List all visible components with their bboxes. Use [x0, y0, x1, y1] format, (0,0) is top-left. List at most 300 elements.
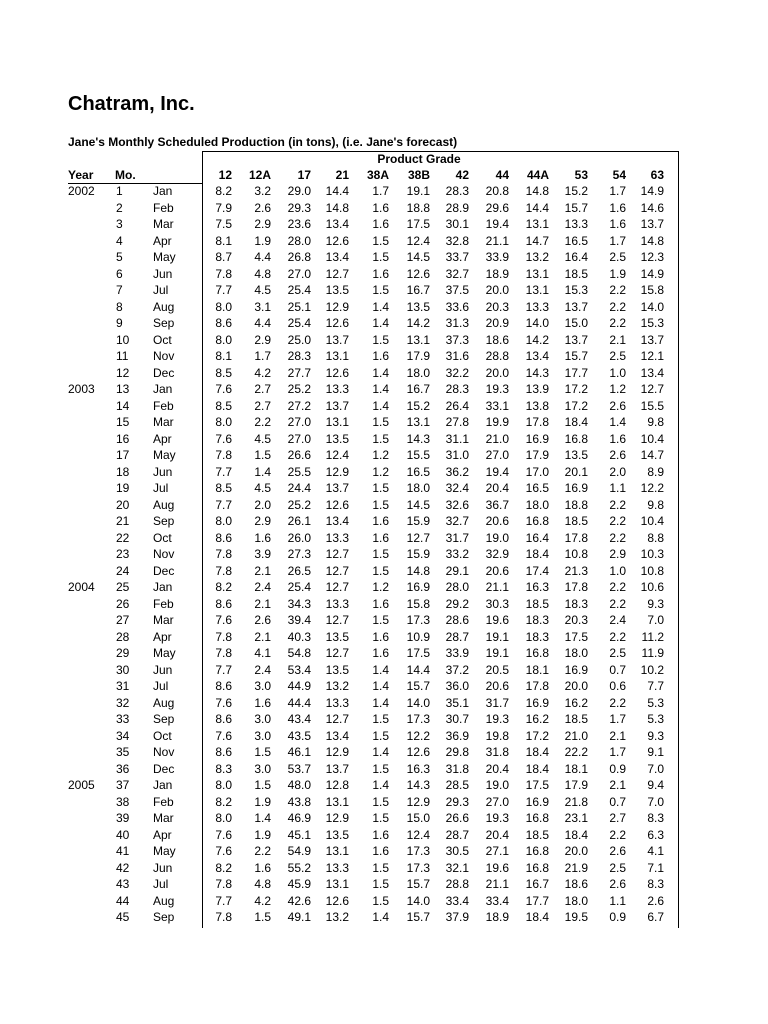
- value-cell-12a: 4.1: [254, 646, 271, 660]
- value-cell-12a: 4.5: [254, 431, 271, 446]
- value-cell-38a: 1.4: [372, 910, 389, 924]
- value-cell-17: 25.1: [287, 299, 311, 314]
- value-cell-44a: 14.7: [525, 233, 549, 248]
- value-cell-12a: 1.9: [254, 827, 271, 842]
- value-cell-53: 18.5: [564, 266, 588, 281]
- value-cell-21: 13.1: [325, 415, 349, 429]
- value-cell-12: 7.8: [215, 563, 232, 578]
- value-cell-38a: 1.6: [372, 514, 389, 528]
- month-name-cell: Jan: [153, 778, 173, 792]
- value-cell-38b: 15.8: [406, 596, 430, 611]
- value-cell-42: 31.3: [445, 316, 469, 330]
- value-cell-17: 53.4: [287, 662, 311, 677]
- value-cell-63: 13.4: [640, 365, 664, 380]
- value-cell-17: 29.3: [287, 200, 311, 215]
- month-name-cell: Mar: [153, 811, 174, 825]
- value-cell-44a: 14.8: [525, 184, 549, 198]
- value-cell-12: 8.3: [215, 761, 232, 776]
- value-cell-17: 27.0: [287, 266, 311, 281]
- value-cell-63: 15.5: [640, 398, 664, 413]
- value-cell-12: 7.6: [215, 728, 232, 743]
- value-cell-54: 2.2: [609, 596, 626, 611]
- value-cell-17: 53.7: [287, 761, 311, 776]
- value-cell-42: 32.7: [445, 266, 469, 281]
- value-cell-53: 20.1: [564, 464, 588, 479]
- value-cell-12: 7.7: [215, 893, 232, 908]
- month-number-cell: 44: [116, 893, 130, 908]
- month-name-cell: May: [153, 646, 176, 660]
- month-column-header: Mo.: [115, 168, 136, 182]
- value-cell-21: 13.7: [325, 761, 349, 776]
- value-cell-54: 2.2: [609, 514, 626, 528]
- month-name-cell: Apr: [153, 233, 172, 248]
- value-cell-54: 2.6: [609, 844, 626, 858]
- value-cell-12: 8.6: [215, 745, 232, 759]
- value-cell-53: 18.0: [564, 893, 588, 908]
- value-cell-38b: 16.5: [406, 464, 430, 479]
- value-cell-63: 2.6: [647, 893, 664, 908]
- value-cell-54: 2.5: [609, 646, 626, 660]
- value-cell-38b: 14.2: [406, 316, 430, 330]
- value-cell-42: 26.4: [445, 398, 469, 413]
- value-cell-38a: 1.4: [372, 679, 389, 693]
- value-cell-54: 0.7: [609, 794, 626, 809]
- value-cell-44: 19.3: [485, 712, 509, 726]
- month-name-cell: Oct: [153, 728, 172, 743]
- value-cell-44: 20.4: [485, 761, 509, 776]
- value-cell-17: 27.3: [287, 547, 311, 561]
- value-cell-17: 25.2: [287, 497, 311, 512]
- value-cell-12: 7.6: [215, 613, 232, 627]
- month-number-cell: 41: [116, 844, 130, 858]
- value-cell-12: 7.8: [215, 910, 232, 924]
- value-cell-38b: 14.5: [406, 497, 430, 512]
- month-name-cell: Apr: [153, 827, 172, 842]
- value-cell-12: 7.7: [215, 283, 232, 297]
- value-cell-12: 7.7: [215, 464, 232, 479]
- value-cell-38b: 16.9: [406, 580, 430, 594]
- value-cell-12a: 3.0: [254, 712, 271, 726]
- value-cell-44: 27.1: [485, 844, 509, 858]
- value-cell-12a: 1.7: [254, 349, 271, 363]
- value-cell-38a: 1.5: [372, 431, 389, 446]
- month-name-cell: Jun: [153, 464, 173, 479]
- value-cell-54: 2.2: [609, 580, 626, 594]
- value-cell-53: 21.3: [564, 563, 588, 578]
- grade-header-53: 53: [574, 168, 588, 182]
- month-name-cell: Feb: [153, 794, 174, 809]
- value-cell-38a: 1.5: [372, 613, 389, 627]
- value-cell-54: 2.1: [609, 332, 626, 347]
- value-cell-38b: 12.4: [406, 827, 430, 842]
- value-cell-44: 18.6: [485, 332, 509, 347]
- value-cell-38a: 1.7: [372, 184, 389, 198]
- value-cell-42: 26.6: [445, 811, 469, 825]
- value-cell-44: 29.6: [485, 200, 509, 215]
- value-cell-21: 13.4: [325, 514, 349, 528]
- value-cell-44a: 18.4: [525, 547, 549, 561]
- value-cell-12a: 1.6: [254, 860, 271, 875]
- value-cell-44a: 13.8: [525, 398, 549, 413]
- value-cell-54: 2.2: [609, 497, 626, 512]
- value-cell-12: 8.2: [215, 794, 232, 809]
- value-cell-63: 10.6: [640, 580, 664, 594]
- value-cell-54: 1.0: [609, 365, 626, 380]
- value-cell-44a: 16.4: [525, 530, 549, 545]
- value-cell-44: 20.8: [485, 184, 509, 198]
- value-cell-44a: 16.8: [525, 811, 549, 825]
- value-cell-54: 1.6: [609, 200, 626, 215]
- value-cell-44: 21.1: [485, 233, 509, 248]
- value-cell-12a: 3.0: [254, 761, 271, 776]
- value-cell-54: 2.7: [609, 811, 626, 825]
- value-cell-42: 28.8: [445, 877, 469, 891]
- value-cell-44: 20.5: [485, 662, 509, 677]
- value-cell-53: 21.8: [564, 794, 588, 809]
- value-cell-44: 20.0: [485, 283, 509, 297]
- value-cell-53: 20.0: [564, 844, 588, 858]
- value-cell-38a: 1.5: [372, 811, 389, 825]
- value-cell-12a: 1.9: [254, 233, 271, 248]
- value-cell-42: 33.2: [445, 547, 469, 561]
- value-cell-42: 37.9: [445, 910, 469, 924]
- value-cell-38a: 1.5: [372, 794, 389, 809]
- value-cell-44a: 16.8: [525, 646, 549, 660]
- value-cell-63: 10.3: [640, 547, 664, 561]
- value-cell-44: 20.3: [485, 299, 509, 314]
- value-cell-42: 27.8: [445, 415, 469, 429]
- value-cell-38a: 1.4: [372, 398, 389, 413]
- value-cell-17: 44.4: [287, 695, 311, 710]
- value-cell-42: 37.5: [445, 283, 469, 297]
- value-cell-12: 7.8: [215, 266, 232, 281]
- value-cell-63: 11.2: [641, 629, 664, 644]
- value-cell-38b: 14.4: [406, 662, 430, 677]
- value-cell-17: 49.1: [287, 910, 311, 924]
- value-cell-21: 13.5: [325, 827, 349, 842]
- value-cell-42: 30.7: [445, 712, 469, 726]
- value-cell-42: 31.6: [445, 349, 469, 363]
- value-cell-12: 7.8: [215, 629, 232, 644]
- month-name-cell: Feb: [153, 596, 174, 611]
- value-cell-21: 12.9: [325, 299, 349, 314]
- value-cell-44: 33.4: [485, 893, 509, 908]
- value-cell-38b: 12.7: [406, 530, 430, 545]
- value-cell-53: 17.9: [564, 778, 588, 792]
- value-cell-53: 17.5: [564, 629, 588, 644]
- value-cell-38b: 15.2: [406, 398, 430, 413]
- value-cell-21: 12.7: [325, 547, 349, 561]
- value-cell-21: 13.2: [325, 910, 349, 924]
- year-cell: 2002: [68, 184, 95, 198]
- value-cell-54: 0.6: [609, 679, 626, 693]
- value-cell-12a: 1.9: [254, 794, 271, 809]
- value-cell-53: 13.5: [564, 448, 588, 462]
- value-cell-17: 48.0: [287, 778, 311, 792]
- value-cell-44: 33.9: [485, 250, 509, 264]
- month-name-cell: Aug: [153, 299, 175, 314]
- value-cell-38a: 1.6: [372, 200, 389, 215]
- value-cell-44a: 16.5: [525, 481, 549, 495]
- value-cell-63: 4.1: [647, 844, 664, 858]
- value-cell-54: 1.6: [609, 217, 626, 231]
- month-number-cell: 24: [116, 563, 130, 578]
- value-cell-12: 8.5: [215, 481, 232, 495]
- value-cell-54: 1.9: [609, 266, 626, 281]
- value-cell-38a: 1.5: [372, 481, 389, 495]
- value-cell-12a: 2.1: [254, 563, 271, 578]
- month-number-cell: 25: [116, 580, 130, 594]
- value-cell-54: 1.7: [609, 184, 626, 198]
- value-cell-44a: 17.7: [525, 893, 549, 908]
- table-subtitle: Jane's Monthly Scheduled Production (in tons), (i.e. Jane's forecast): [68, 135, 458, 149]
- value-cell-21: 12.9: [325, 745, 349, 759]
- value-cell-54: 1.1: [609, 893, 626, 908]
- value-cell-44a: 17.4: [525, 563, 549, 578]
- month-name-cell: Dec: [153, 365, 175, 380]
- month-number-cell: 20: [116, 497, 130, 512]
- value-cell-63: 9.3: [647, 596, 664, 611]
- value-cell-63: 10.4: [640, 514, 664, 528]
- value-cell-38a: 1.6: [372, 646, 389, 660]
- value-cell-38a: 1.6: [372, 596, 389, 611]
- value-cell-53: 16.5: [564, 233, 588, 248]
- value-cell-42: 28.3: [445, 382, 469, 396]
- value-cell-63: 6.7: [647, 910, 664, 924]
- value-cell-38a: 1.5: [372, 332, 389, 347]
- value-cell-53: 21.0: [564, 728, 588, 743]
- value-cell-21: 14.4: [325, 184, 349, 198]
- value-cell-42: 32.6: [445, 497, 469, 512]
- value-cell-12a: 1.6: [254, 695, 271, 710]
- value-cell-53: 16.4: [564, 250, 588, 264]
- value-cell-53: 18.5: [564, 514, 588, 528]
- value-cell-44a: 18.4: [525, 761, 549, 776]
- value-cell-38b: 16.3: [406, 761, 430, 776]
- value-cell-44a: 18.1: [525, 662, 549, 677]
- month-name-cell: Mar: [153, 415, 174, 429]
- month-name-cell: Aug: [153, 893, 175, 908]
- value-cell-63: 9.3: [647, 728, 664, 743]
- value-cell-38b: 19.1: [406, 184, 430, 198]
- value-cell-42: 33.7: [445, 250, 469, 264]
- value-cell-38b: 17.3: [406, 844, 430, 858]
- value-cell-54: 2.5: [609, 250, 626, 264]
- value-cell-38b: 18.8: [406, 200, 430, 215]
- value-cell-44a: 13.2: [525, 250, 549, 264]
- value-cell-38b: 16.7: [406, 382, 430, 396]
- value-cell-38a: 1.5: [372, 497, 389, 512]
- value-cell-44a: 17.5: [525, 778, 549, 792]
- value-cell-38b: 17.5: [406, 217, 430, 231]
- month-name-cell: May: [153, 844, 176, 858]
- month-number-cell: 30: [116, 662, 130, 677]
- value-cell-17: 43.8: [287, 794, 311, 809]
- value-cell-38b: 17.9: [406, 349, 430, 363]
- value-cell-44a: 18.5: [525, 596, 549, 611]
- value-cell-42: 35.1: [445, 695, 469, 710]
- value-cell-44: 19.0: [485, 530, 509, 545]
- value-cell-12a: 4.5: [254, 481, 271, 495]
- value-cell-17: 26.5: [287, 563, 311, 578]
- month-number-cell: 13: [116, 382, 130, 396]
- value-cell-38a: 1.6: [372, 349, 389, 363]
- value-cell-38b: 15.9: [406, 514, 430, 528]
- value-cell-17: 28.3: [287, 349, 311, 363]
- month-number-cell: 5: [116, 250, 123, 264]
- value-cell-21: 12.6: [325, 893, 349, 908]
- value-cell-38b: 13.1: [406, 415, 430, 429]
- value-cell-63: 13.7: [640, 217, 664, 231]
- value-cell-44a: 13.1: [525, 217, 549, 231]
- value-cell-21: 13.1: [325, 794, 349, 809]
- value-cell-12: 8.2: [215, 184, 232, 198]
- value-cell-12: 7.8: [215, 448, 232, 462]
- value-cell-38a: 1.5: [372, 712, 389, 726]
- month-name-cell: Jul: [153, 679, 169, 693]
- value-cell-44: 20.6: [485, 679, 509, 693]
- value-cell-44: 19.4: [485, 464, 509, 479]
- value-cell-54: 2.4: [609, 613, 626, 627]
- month-name-cell: Oct: [153, 332, 172, 347]
- value-cell-38b: 10.9: [406, 629, 430, 644]
- value-cell-21: 13.3: [325, 382, 349, 396]
- month-name-cell: Sep: [153, 514, 175, 528]
- value-cell-42: 33.4: [445, 893, 469, 908]
- value-cell-44: 19.3: [485, 382, 509, 396]
- value-cell-21: 13.4: [325, 250, 349, 264]
- value-cell-38b: 15.9: [406, 547, 430, 561]
- value-cell-44: 32.9: [485, 547, 509, 561]
- value-cell-44a: 17.0: [525, 464, 549, 479]
- value-cell-17: 34.3: [287, 596, 311, 611]
- value-cell-44: 21.1: [485, 877, 509, 891]
- value-cell-38a: 1.6: [372, 266, 389, 281]
- value-cell-53: 18.0: [564, 646, 588, 660]
- value-cell-63: 7.0: [647, 794, 664, 809]
- value-cell-63: 14.7: [640, 448, 664, 462]
- value-cell-38b: 18.0: [406, 481, 430, 495]
- value-cell-53: 15.0: [564, 316, 588, 330]
- value-cell-38a: 1.5: [372, 877, 389, 891]
- value-cell-63: 10.8: [640, 563, 664, 578]
- grade-header-44a: 44A: [526, 168, 549, 182]
- value-cell-63: 12.7: [640, 382, 664, 396]
- month-number-cell: 7: [116, 283, 123, 297]
- value-cell-63: 6.3: [647, 827, 664, 842]
- grade-header-12: 12: [218, 168, 232, 182]
- value-cell-44a: 14.4: [525, 200, 549, 215]
- value-cell-44a: 17.8: [525, 679, 549, 693]
- value-cell-42: 31.8: [445, 761, 469, 776]
- value-cell-38a: 1.6: [372, 844, 389, 858]
- value-cell-54: 2.0: [609, 464, 626, 479]
- value-cell-42: 33.9: [445, 646, 469, 660]
- value-cell-12: 8.1: [215, 233, 232, 248]
- value-cell-53: 17.2: [564, 382, 588, 396]
- month-name-cell: Jun: [153, 860, 173, 875]
- value-cell-12a: 2.7: [254, 398, 271, 413]
- value-cell-21: 12.6: [325, 233, 349, 248]
- value-cell-21: 13.3: [325, 860, 349, 875]
- value-cell-44: 19.3: [485, 811, 509, 825]
- value-cell-17: 28.0: [287, 233, 311, 248]
- value-cell-42: 36.2: [445, 464, 469, 479]
- value-cell-63: 8.8: [647, 530, 664, 545]
- month-number-cell: 18: [116, 464, 130, 479]
- value-cell-17: 54.8: [287, 646, 311, 660]
- value-cell-17: 26.0: [287, 530, 311, 545]
- value-cell-38a: 1.4: [372, 745, 389, 759]
- value-cell-12a: 1.5: [254, 910, 271, 924]
- value-cell-38a: 1.5: [372, 547, 389, 561]
- value-cell-44: 36.7: [485, 497, 509, 512]
- month-name-cell: Nov: [153, 745, 175, 759]
- value-cell-44a: 18.4: [525, 910, 549, 924]
- value-cell-21: 12.7: [325, 563, 349, 578]
- value-cell-38a: 1.4: [372, 695, 389, 710]
- value-cell-21: 12.6: [325, 497, 349, 512]
- value-cell-12: 7.6: [215, 827, 232, 842]
- month-name-cell: Jan: [153, 382, 173, 396]
- value-cell-42: 32.2: [445, 365, 469, 380]
- value-cell-38a: 1.5: [372, 563, 389, 578]
- value-cell-44: 33.1: [485, 398, 509, 413]
- value-cell-38b: 17.5: [406, 646, 430, 660]
- value-cell-12: 7.6: [215, 431, 232, 446]
- value-cell-21: 13.3: [325, 695, 349, 710]
- value-cell-21: 13.5: [325, 662, 349, 677]
- value-cell-42: 36.9: [445, 728, 469, 743]
- value-cell-44: 19.1: [485, 629, 509, 644]
- value-cell-17: 25.4: [287, 283, 311, 297]
- value-cell-53: 20.3: [564, 613, 588, 627]
- value-cell-17: 27.7: [287, 365, 311, 380]
- value-cell-44a: 16.9: [525, 431, 549, 446]
- value-cell-21: 13.5: [325, 629, 349, 644]
- value-cell-54: 1.4: [609, 415, 626, 429]
- value-cell-17: 26.6: [287, 448, 311, 462]
- value-cell-63: 8.3: [647, 877, 664, 891]
- value-cell-42: 30.5: [445, 844, 469, 858]
- value-cell-17: 40.3: [287, 629, 311, 644]
- value-cell-17: 45.1: [287, 827, 311, 842]
- value-cell-21: 13.3: [325, 596, 349, 611]
- value-cell-17: 23.6: [287, 217, 311, 231]
- value-cell-54: 2.1: [609, 778, 626, 792]
- value-cell-63: 12.3: [640, 250, 664, 264]
- value-cell-12a: 4.2: [254, 365, 271, 380]
- month-number-cell: 39: [116, 811, 130, 825]
- value-cell-63: 7.0: [647, 613, 664, 627]
- value-cell-12: 8.0: [215, 514, 232, 528]
- value-cell-44: 19.8: [485, 728, 509, 743]
- value-cell-44a: 13.9: [525, 382, 549, 396]
- value-cell-53: 17.8: [564, 530, 588, 545]
- month-name-cell: May: [153, 250, 176, 264]
- value-cell-12: 8.6: [215, 596, 232, 611]
- value-cell-12a: 2.6: [254, 200, 271, 215]
- value-cell-63: 14.9: [640, 266, 664, 281]
- value-cell-12: 8.5: [215, 365, 232, 380]
- value-cell-12a: 2.0: [254, 497, 271, 512]
- grade-header-38b: 38B: [407, 168, 430, 182]
- value-cell-53: 17.2: [564, 398, 588, 413]
- value-cell-42: 28.0: [445, 580, 469, 594]
- value-cell-44: 18.9: [485, 266, 509, 281]
- value-cell-12a: 2.6: [254, 613, 271, 627]
- month-number-cell: 36: [116, 761, 130, 776]
